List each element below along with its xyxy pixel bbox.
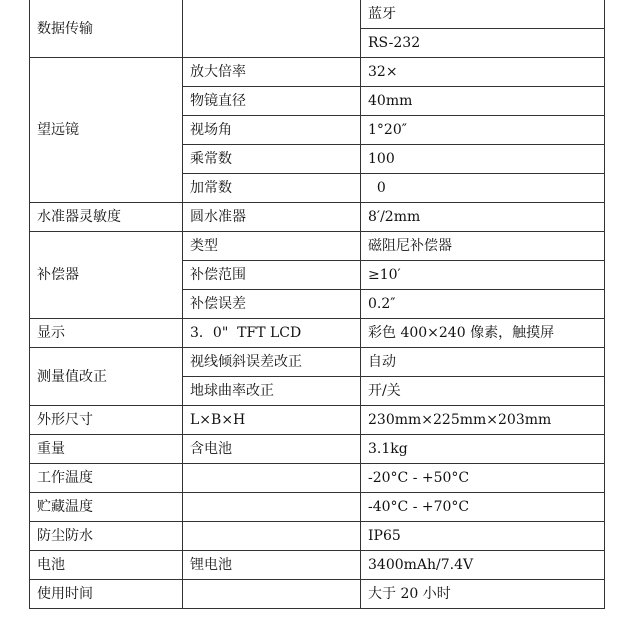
- value-cell: 32×: [361, 58, 605, 87]
- value-cell: 磁阻尼补偿器: [361, 232, 605, 261]
- item-cell: 3．0" TFT LCD: [183, 319, 361, 348]
- category-cell: 水准器灵敏度: [30, 203, 183, 232]
- item-cell: 放大倍率: [183, 58, 361, 87]
- spec-table: [29, 0, 605, 609]
- table-row: [30, 580, 605, 609]
- item-cell: 类型: [183, 232, 361, 261]
- value-cell: 开/关: [361, 377, 605, 406]
- table-row: [30, 522, 605, 551]
- item-cell: 补偿范围: [183, 261, 361, 290]
- category-cell: 重量: [30, 435, 183, 464]
- item-cell: 加常数: [183, 174, 361, 203]
- value-cell: 40mm: [361, 87, 605, 116]
- item-cell: 含电池: [183, 435, 361, 464]
- table-row: [30, 406, 605, 435]
- category-cell: 显示: [30, 319, 183, 348]
- value-cell: -20°C - +50°C: [361, 464, 605, 493]
- category-cell: 补偿器: [30, 232, 183, 319]
- table-row: [30, 551, 605, 580]
- value-cell: 3.1kg: [361, 435, 605, 464]
- table-row: [30, 0, 605, 29]
- item-cell: 视线倾斜误差改正: [183, 348, 361, 377]
- value-cell: 100: [361, 145, 605, 174]
- item-cell: 地球曲率改正: [183, 377, 361, 406]
- item-cell: [183, 580, 361, 609]
- item-cell: 圆水准器: [183, 203, 361, 232]
- table-row: [30, 319, 605, 348]
- item-cell: [183, 522, 361, 551]
- value-cell: 彩色 400×240 像素，触摸屏: [361, 319, 605, 348]
- table-row: [30, 435, 605, 464]
- category-cell: 电池: [30, 551, 183, 580]
- value-cell: -40°C - +70°C: [361, 493, 605, 522]
- table-row: [30, 232, 605, 261]
- table-row: [30, 58, 605, 87]
- table-row: [30, 464, 605, 493]
- value-cell: 0.2″: [361, 290, 605, 319]
- category-cell: 工作温度: [30, 464, 183, 493]
- value-cell: 3400mAh/7.4V: [361, 551, 605, 580]
- category-cell: 防尘防水: [30, 522, 183, 551]
- table-row: [30, 203, 605, 232]
- category-cell: 外形尺寸: [30, 406, 183, 435]
- table-row: [30, 348, 605, 377]
- category-cell: 测量值改正: [30, 348, 183, 406]
- table-row: [30, 493, 605, 522]
- category-cell: 使用时间: [30, 580, 183, 609]
- value-cell: 蓝牙: [361, 0, 605, 29]
- value-cell: IP65: [361, 522, 605, 551]
- value-cell: 230mm×225mm×203mm: [361, 406, 605, 435]
- item-cell: 视场角: [183, 116, 361, 145]
- item-cell: [183, 464, 361, 493]
- value-cell: 1°20″: [361, 116, 605, 145]
- category-cell: 望远镜: [30, 58, 183, 203]
- item-cell: L×B×H: [183, 406, 361, 435]
- category-cell: 数据传输: [30, 0, 183, 58]
- item-cell: 锂电池: [183, 551, 361, 580]
- value-cell: 大于 20 小时: [361, 580, 605, 609]
- item-cell: [183, 493, 361, 522]
- value-cell: 8′/2mm: [361, 203, 605, 232]
- value-cell: RS-232: [361, 29, 605, 58]
- value-cell: 0: [361, 174, 605, 203]
- item-cell: 补偿误差: [183, 290, 361, 319]
- value-cell: 自动: [361, 348, 605, 377]
- category-cell: 贮藏温度: [30, 493, 183, 522]
- item-cell: [183, 0, 361, 58]
- item-cell: 乘常数: [183, 145, 361, 174]
- value-cell: ≥10′: [361, 261, 605, 290]
- item-cell: 物镜直径: [183, 87, 361, 116]
